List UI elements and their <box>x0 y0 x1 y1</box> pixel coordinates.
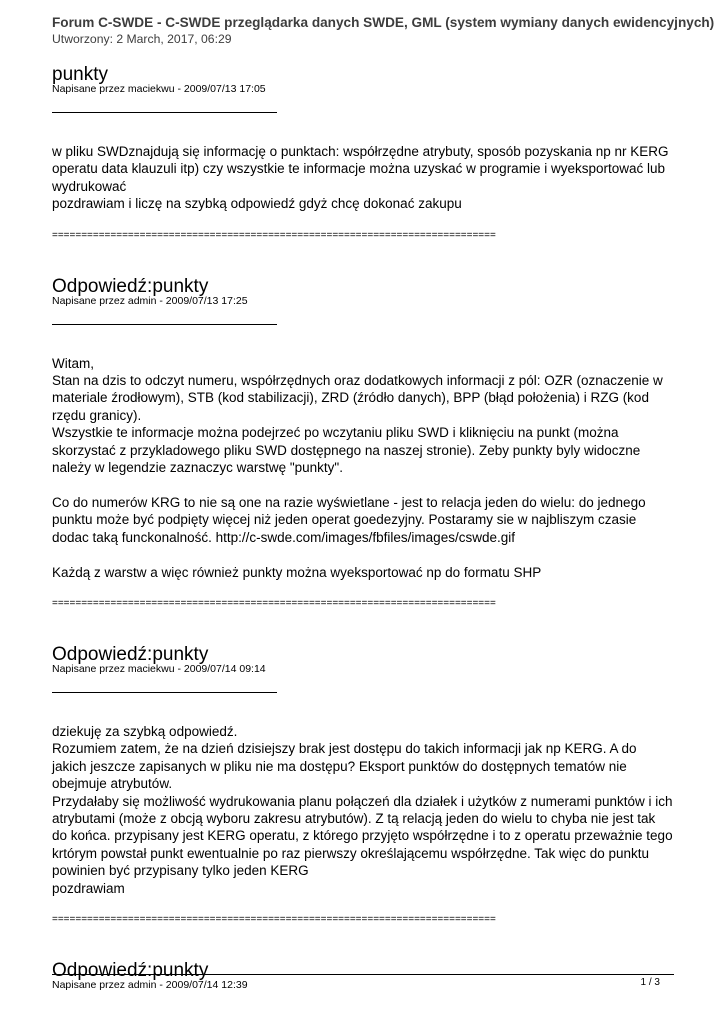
post <box>52 275 674 610</box>
post-title: Odpowiedź:punkty <box>52 959 209 981</box>
post-body: w pliku SWDznajdują się informację o punktach: współrzędne atrybuty, sposób pozyskania np nr KERG operatu data klauzuli itp) czy wszystkie te informacje można uzyskać w programie i wyeksportować lub wydrukować pozdrawiam i liczę na szybką odpowiedź gdyż chcę dokonać zakupu <box>52 144 669 212</box>
posts-container <box>52 66 674 991</box>
title-underline <box>52 307 277 325</box>
post-meta: Napisane przez admin - 2009/07/13 17:25 <box>52 294 248 307</box>
created-date: Utworzony: 2 March, 2017, 06:29 <box>52 32 232 46</box>
post <box>52 643 674 926</box>
post-body: Witam, Stan na dzis to odczyt numeru, współrzędnych oraz dodatkowych informacji z pól: OZR (oznaczenie w materiale źrodłowym), STB (kod stabilizacji), ZRD (źródło danych), BPP (błąd położenia) i RZG (kod rzędu granicy). Wszystkie te informacje można podejrzeć po wczytaniu pliku SWD i kliknięciu na punkt (można skorzystać z przykladowego pliku SWD dostępnego na naszej stronie). Zeby punkty byly widoczne należy w legendzie zaznaczyc warstwę "punkty". Co do numerów KRG to nie są one na razie wyświetlane - jest to relacja jeden do wielu: do jednego punktu może być podpięty więcej niż jeden operat goedezyjny. Postaramy sie w najbliszym czasie dodac taką funckonalność. http://c-swde.com/images/fbfiles/images/cswde.gif Każdą z warstw a więc również punkty można wyeksportować np do formatu SHP <box>52 355 663 580</box>
post <box>52 959 674 991</box>
post-meta: Napisane przez maciekwu - 2009/07/14 09:14 <box>52 662 266 675</box>
post-separator: ============================================================================ <box>52 597 496 609</box>
post-body: dziekuję za szybką odpowiedź. Rozumiem zatem, że na dzień dzisiejszy brak jest dostępu do takich informacji jak np KERG. A do jakich jeszcze zapisanych w pliku nie ma dostępu? Eksport punktów do dostępnych tematów nie obejmuje atrybutów. Przydałaby się możliwość wydrukowania planu połączeń dla działek i użytków z numerami punktów i ich atrybutami (może z obcją wyboru zakresu atrybutów). Z tą relacją jeden do wielu to chyba nie jest tak do końca. przypisany jest KERG operatu, z którego przyjęto współrzędne i to z operatu przeważnie tego krtórym powstał punkt ewentualnie po raz pierwszy określającemu współrzędne. Tak więc do punktu powinien być przypisany tylko jeden KERG pozdrawiam <box>52 723 673 896</box>
post-meta: Napisane przez admin - 2009/07/14 12:39 <box>52 978 248 991</box>
post-title: Odpowiedź:punkty <box>52 643 209 665</box>
post-separator: ============================================================================ <box>52 913 496 925</box>
forum-title: Forum C-SWDE - C-SWDE przeglądarka danych SWDE, GML (system wymiany danych ewidencyjnych) <box>52 15 715 30</box>
footer-rule <box>52 974 674 975</box>
title-underline <box>52 95 277 113</box>
post <box>52 66 674 242</box>
page-number: 1 / 3 <box>640 977 660 988</box>
title-underline <box>52 675 277 693</box>
post-title: punkty <box>52 64 108 85</box>
post-meta: Napisane przez maciekwu - 2009/07/13 17:05 <box>52 83 266 95</box>
document-header <box>52 15 725 47</box>
post-separator: ============================================================================ <box>52 229 496 241</box>
post-title: Odpowiedź:punkty <box>52 275 209 297</box>
